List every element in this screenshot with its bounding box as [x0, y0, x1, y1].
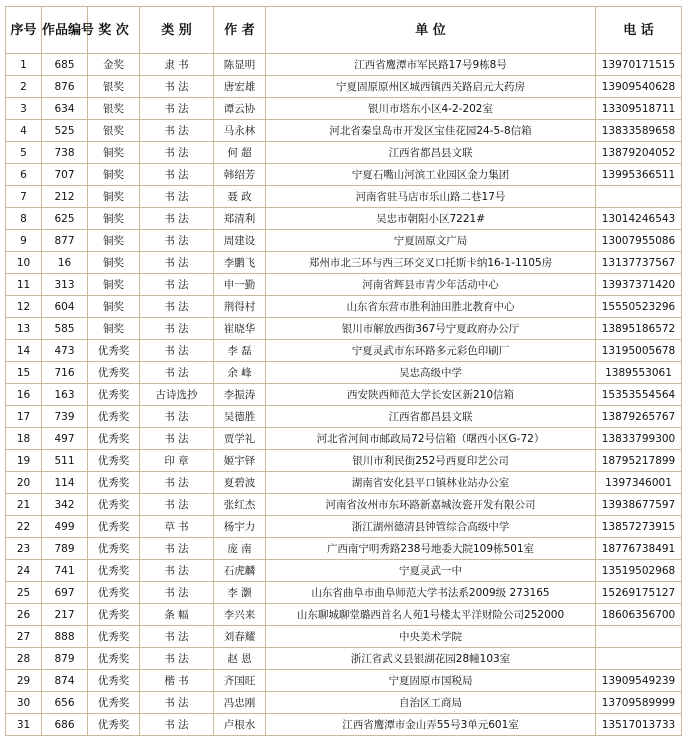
cell-phone: 13879204052 [596, 142, 682, 164]
cell-category: 书 法 [140, 428, 214, 450]
cell-code: 625 [42, 208, 88, 230]
cell-phone: 13517013733 [596, 714, 682, 736]
header-phone: 电 话 [596, 7, 682, 54]
cell-no: 9 [6, 230, 42, 252]
cell-author: 姬宇铎 [214, 450, 266, 472]
cell-author: 聂 政 [214, 186, 266, 208]
cell-no: 28 [6, 648, 42, 670]
table-row [6, 538, 682, 560]
cell-unit: 浙江湖州德清县钟管综合高级中学 [266, 516, 596, 538]
cell-unit: 自治区工商局 [266, 692, 596, 714]
table-row [6, 692, 682, 714]
cell-author: 贾学礼 [214, 428, 266, 450]
cell-award: 铜奖 [88, 230, 140, 252]
cell-author: 吴德胜 [214, 406, 266, 428]
cell-phone: 13857273915 [596, 516, 682, 538]
cell-phone: 13195005678 [596, 340, 682, 362]
cell-award: 优秀奖 [88, 560, 140, 582]
cell-phone: 13309518711 [596, 98, 682, 120]
cell-no: 5 [6, 142, 42, 164]
cell-code: 313 [42, 274, 88, 296]
cell-code: 741 [42, 560, 88, 582]
cell-award: 优秀奖 [88, 450, 140, 472]
table-row [6, 208, 682, 230]
cell-phone: 13709589999 [596, 692, 682, 714]
cell-category: 书 法 [140, 296, 214, 318]
cell-unit: 河北省秦皇岛市开发区宝佳花园24-5-8信箱 [266, 120, 596, 142]
cell-author: 韩绍芳 [214, 164, 266, 186]
cell-author: 李兴来 [214, 604, 266, 626]
header-code: 作品编号 [42, 7, 88, 54]
cell-award: 银奖 [88, 98, 140, 120]
cell-award: 银奖 [88, 120, 140, 142]
cell-no: 10 [6, 252, 42, 274]
cell-author: 卢根水 [214, 714, 266, 736]
cell-phone: 13937371420 [596, 274, 682, 296]
cell-phone: 15269175127 [596, 582, 682, 604]
cell-unit: 湖南省安化县平口镇林业站办公室 [266, 472, 596, 494]
cell-phone: 1397346001 [596, 472, 682, 494]
cell-author: 石虎麟 [214, 560, 266, 582]
cell-no: 8 [6, 208, 42, 230]
table-row [6, 648, 682, 670]
cell-author: 周建设 [214, 230, 266, 252]
cell-award: 铜奖 [88, 186, 140, 208]
cell-code: 525 [42, 120, 88, 142]
cell-phone: 13519502968 [596, 560, 682, 582]
cell-award: 优秀奖 [88, 670, 140, 692]
cell-award: 优秀奖 [88, 384, 140, 406]
cell-code: 877 [42, 230, 88, 252]
cell-category: 书 法 [140, 362, 214, 384]
cell-award: 优秀奖 [88, 714, 140, 736]
cell-no: 12 [6, 296, 42, 318]
cell-phone: 13007955086 [596, 230, 682, 252]
cell-phone: 18776738491 [596, 538, 682, 560]
cell-no: 3 [6, 98, 42, 120]
table-row [6, 362, 682, 384]
cell-unit: 河南省驻马店市乐山路二巷17号 [266, 186, 596, 208]
table-row [6, 230, 682, 252]
cell-unit: 浙江省武义县银湖花园28幢103室 [266, 648, 596, 670]
cell-phone: 18606356700 [596, 604, 682, 626]
table-row [6, 54, 682, 76]
cell-category: 书 法 [140, 714, 214, 736]
cell-no: 21 [6, 494, 42, 516]
cell-category: 草 书 [140, 516, 214, 538]
cell-award: 优秀奖 [88, 362, 140, 384]
cell-unit: 宁夏石嘴山河滨工业园区金力集团 [266, 164, 596, 186]
header-author: 作 者 [214, 7, 266, 54]
cell-unit: 银川市利民街252号西夏印艺公司 [266, 450, 596, 472]
cell-phone: 15550523296 [596, 296, 682, 318]
cell-author: 崔晓华 [214, 318, 266, 340]
table-row [6, 626, 682, 648]
cell-phone: 1389553061 [596, 362, 682, 384]
cell-code: 634 [42, 98, 88, 120]
cell-unit: 广西南宁明秀路238号地委大院109栋501室 [266, 538, 596, 560]
cell-code: 604 [42, 296, 88, 318]
cell-code: 499 [42, 516, 88, 538]
cell-phone [596, 648, 682, 670]
cell-award: 铜奖 [88, 164, 140, 186]
table-row [6, 340, 682, 362]
cell-category: 书 法 [140, 142, 214, 164]
cell-code: 879 [42, 648, 88, 670]
table-row [6, 428, 682, 450]
cell-award: 优秀奖 [88, 428, 140, 450]
cell-unit: 中央美术学院 [266, 626, 596, 648]
table-row [6, 142, 682, 164]
cell-no: 11 [6, 274, 42, 296]
cell-phone: 13995366511 [596, 164, 682, 186]
cell-no: 4 [6, 120, 42, 142]
table-row [6, 494, 682, 516]
cell-no: 15 [6, 362, 42, 384]
cell-category: 印 章 [140, 450, 214, 472]
cell-category: 楷 书 [140, 670, 214, 692]
cell-code: 511 [42, 450, 88, 472]
cell-phone: 13137737567 [596, 252, 682, 274]
cell-unit: 江西省鹰潭市金山弄55号3单元601室 [266, 714, 596, 736]
cell-author: 齐国旺 [214, 670, 266, 692]
table-row [6, 120, 682, 142]
table-row [6, 582, 682, 604]
table-row [6, 516, 682, 538]
table-body [6, 54, 682, 736]
cell-category: 书 法 [140, 76, 214, 98]
table-row [6, 164, 682, 186]
cell-category: 书 法 [140, 340, 214, 362]
cell-category: 书 法 [140, 626, 214, 648]
table-row [6, 76, 682, 98]
cell-phone: 13938677597 [596, 494, 682, 516]
cell-code: 585 [42, 318, 88, 340]
cell-unit: 吴忠市朝阳小区7221# [266, 208, 596, 230]
cell-category: 书 法 [140, 252, 214, 274]
cell-phone [596, 626, 682, 648]
cell-code: 876 [42, 76, 88, 98]
cell-category: 古诗选抄 [140, 384, 214, 406]
cell-award: 铜奖 [88, 208, 140, 230]
cell-award: 铜奖 [88, 274, 140, 296]
cell-category: 书 法 [140, 648, 214, 670]
award-list-document [5, 6, 682, 736]
cell-category: 书 法 [140, 494, 214, 516]
cell-author: 杨宇力 [214, 516, 266, 538]
cell-code: 888 [42, 626, 88, 648]
cell-award: 银奖 [88, 76, 140, 98]
cell-phone [596, 186, 682, 208]
cell-author: 赵 恩 [214, 648, 266, 670]
cell-code: 707 [42, 164, 88, 186]
cell-unit: 山东省曲阜市曲阜师范大学书法系2009级 273165 [266, 582, 596, 604]
cell-category: 书 法 [140, 208, 214, 230]
cell-category: 书 法 [140, 472, 214, 494]
header-unit: 单 位 [266, 7, 596, 54]
cell-author: 张红杰 [214, 494, 266, 516]
cell-phone: 13909549239 [596, 670, 682, 692]
cell-award: 优秀奖 [88, 340, 140, 362]
table-row [6, 714, 682, 736]
cell-no: 6 [6, 164, 42, 186]
cell-author: 何 超 [214, 142, 266, 164]
cell-award: 优秀奖 [88, 406, 140, 428]
header-award: 奖 次 [88, 7, 140, 54]
cell-code: 686 [42, 714, 88, 736]
cell-no: 19 [6, 450, 42, 472]
cell-no: 7 [6, 186, 42, 208]
table-row [6, 670, 682, 692]
cell-code: 342 [42, 494, 88, 516]
cell-unit: 宁夏灵武一中 [266, 560, 596, 582]
cell-no: 1 [6, 54, 42, 76]
cell-code: 697 [42, 582, 88, 604]
cell-author: 夏碧波 [214, 472, 266, 494]
cell-code: 163 [42, 384, 88, 406]
cell-award: 铜奖 [88, 252, 140, 274]
cell-award: 优秀奖 [88, 692, 140, 714]
cell-award: 金奖 [88, 54, 140, 76]
cell-no: 30 [6, 692, 42, 714]
cell-unit: 江西省都昌县文联 [266, 406, 596, 428]
cell-unit: 山东省东营市胜利油田胜北教育中心 [266, 296, 596, 318]
cell-no: 20 [6, 472, 42, 494]
table-row [6, 186, 682, 208]
header-category: 类 别 [140, 7, 214, 54]
cell-category: 条 幅 [140, 604, 214, 626]
cell-unit: 银川市塔东小区4-2-202室 [266, 98, 596, 120]
table-row [6, 98, 682, 120]
cell-code: 685 [42, 54, 88, 76]
cell-award: 优秀奖 [88, 472, 140, 494]
table-row [6, 252, 682, 274]
cell-unit: 吴忠高级中学 [266, 362, 596, 384]
cell-no: 18 [6, 428, 42, 450]
cell-award: 铜奖 [88, 142, 140, 164]
cell-unit: 宁夏固原市国税局 [266, 670, 596, 692]
cell-phone: 13909540628 [596, 76, 682, 98]
cell-no: 31 [6, 714, 42, 736]
cell-phone: 15353554564 [596, 384, 682, 406]
cell-author: 庞 南 [214, 538, 266, 560]
cell-unit: 河南省辉县市青少年活动中心 [266, 274, 596, 296]
cell-unit: 宁夏灵武市东环路多元彩色印刷厂 [266, 340, 596, 362]
cell-no: 25 [6, 582, 42, 604]
cell-award: 优秀奖 [88, 494, 140, 516]
table-row [6, 406, 682, 428]
cell-phone: 13970171515 [596, 54, 682, 76]
cell-phone: 18795217899 [596, 450, 682, 472]
table-row [6, 318, 682, 340]
cell-no: 23 [6, 538, 42, 560]
cell-category: 书 法 [140, 164, 214, 186]
cell-unit: 郑州市北三环与西三环交叉口托斯卡纳16-1-1105房 [266, 252, 596, 274]
cell-author: 李鹏飞 [214, 252, 266, 274]
cell-unit: 河北省河间市邮政局72号信箱（曙西小区G-72） [266, 428, 596, 450]
cell-category: 书 法 [140, 98, 214, 120]
cell-no: 16 [6, 384, 42, 406]
cell-code: 789 [42, 538, 88, 560]
cell-category: 书 法 [140, 230, 214, 252]
cell-phone: 13879265767 [596, 406, 682, 428]
cell-no: 13 [6, 318, 42, 340]
cell-author: 郑清利 [214, 208, 266, 230]
cell-code: 739 [42, 406, 88, 428]
cell-code: 16 [42, 252, 88, 274]
cell-code: 497 [42, 428, 88, 450]
table-row [6, 560, 682, 582]
cell-code: 217 [42, 604, 88, 626]
cell-code: 114 [42, 472, 88, 494]
cell-author: 谭云协 [214, 98, 266, 120]
cell-code: 716 [42, 362, 88, 384]
cell-category: 隶 书 [140, 54, 214, 76]
award-winners-table [5, 6, 682, 736]
cell-author: 陈显明 [214, 54, 266, 76]
cell-award: 铜奖 [88, 296, 140, 318]
cell-author: 冯忠刚 [214, 692, 266, 714]
cell-unit: 河南省汝州市东环路新嘉城汝瓷开发有限公司 [266, 494, 596, 516]
cell-award: 优秀奖 [88, 538, 140, 560]
cell-author: 刘春耀 [214, 626, 266, 648]
cell-unit: 江西省都昌县文联 [266, 142, 596, 164]
table-row [6, 604, 682, 626]
cell-author: 马永林 [214, 120, 266, 142]
cell-no: 2 [6, 76, 42, 98]
cell-award: 优秀奖 [88, 604, 140, 626]
cell-award: 优秀奖 [88, 516, 140, 538]
cell-category: 书 法 [140, 692, 214, 714]
cell-author: 申一勤 [214, 274, 266, 296]
cell-author: 余 峰 [214, 362, 266, 384]
cell-code: 738 [42, 142, 88, 164]
cell-no: 24 [6, 560, 42, 582]
cell-author: 荆得村 [214, 296, 266, 318]
cell-award: 优秀奖 [88, 648, 140, 670]
cell-category: 书 法 [140, 538, 214, 560]
header-no: 序号 [6, 7, 42, 54]
cell-category: 书 法 [140, 560, 214, 582]
cell-unit: 江西省鹰潭市军民路17号9栋8号 [266, 54, 596, 76]
cell-no: 26 [6, 604, 42, 626]
cell-unit: 宁夏固原原州区城西镇西关路启元大药房 [266, 76, 596, 98]
cell-code: 874 [42, 670, 88, 692]
cell-author: 李 灏 [214, 582, 266, 604]
cell-category: 书 法 [140, 120, 214, 142]
table-header-row [6, 7, 682, 54]
cell-category: 书 法 [140, 582, 214, 604]
cell-code: 473 [42, 340, 88, 362]
cell-code: 212 [42, 186, 88, 208]
cell-author: 李振涛 [214, 384, 266, 406]
cell-unit: 宁夏固原文广局 [266, 230, 596, 252]
cell-unit: 银川市解放西街367号宁夏政府办公厅 [266, 318, 596, 340]
cell-phone: 13833589658 [596, 120, 682, 142]
cell-unit: 西安陕西师范大学长安区新210信箱 [266, 384, 596, 406]
cell-no: 29 [6, 670, 42, 692]
table-row [6, 472, 682, 494]
table-row [6, 450, 682, 472]
cell-no: 27 [6, 626, 42, 648]
cell-unit: 山东聊城聊堂璐西首名人苑1号楼太平洋财险公司252000 [266, 604, 596, 626]
table-row [6, 274, 682, 296]
table-row [6, 384, 682, 406]
cell-author: 李 磊 [214, 340, 266, 362]
cell-no: 14 [6, 340, 42, 362]
cell-award: 优秀奖 [88, 582, 140, 604]
cell-phone: 13895186572 [596, 318, 682, 340]
cell-award: 优秀奖 [88, 626, 140, 648]
cell-phone: 13833799300 [596, 428, 682, 450]
cell-author: 唐宏雄 [214, 76, 266, 98]
cell-category: 书 法 [140, 318, 214, 340]
cell-no: 22 [6, 516, 42, 538]
cell-award: 铜奖 [88, 318, 140, 340]
cell-code: 656 [42, 692, 88, 714]
table-row [6, 296, 682, 318]
cell-no: 17 [6, 406, 42, 428]
cell-category: 书 法 [140, 186, 214, 208]
cell-phone: 13014246543 [596, 208, 682, 230]
cell-category: 书 法 [140, 274, 214, 296]
cell-category: 书 法 [140, 406, 214, 428]
